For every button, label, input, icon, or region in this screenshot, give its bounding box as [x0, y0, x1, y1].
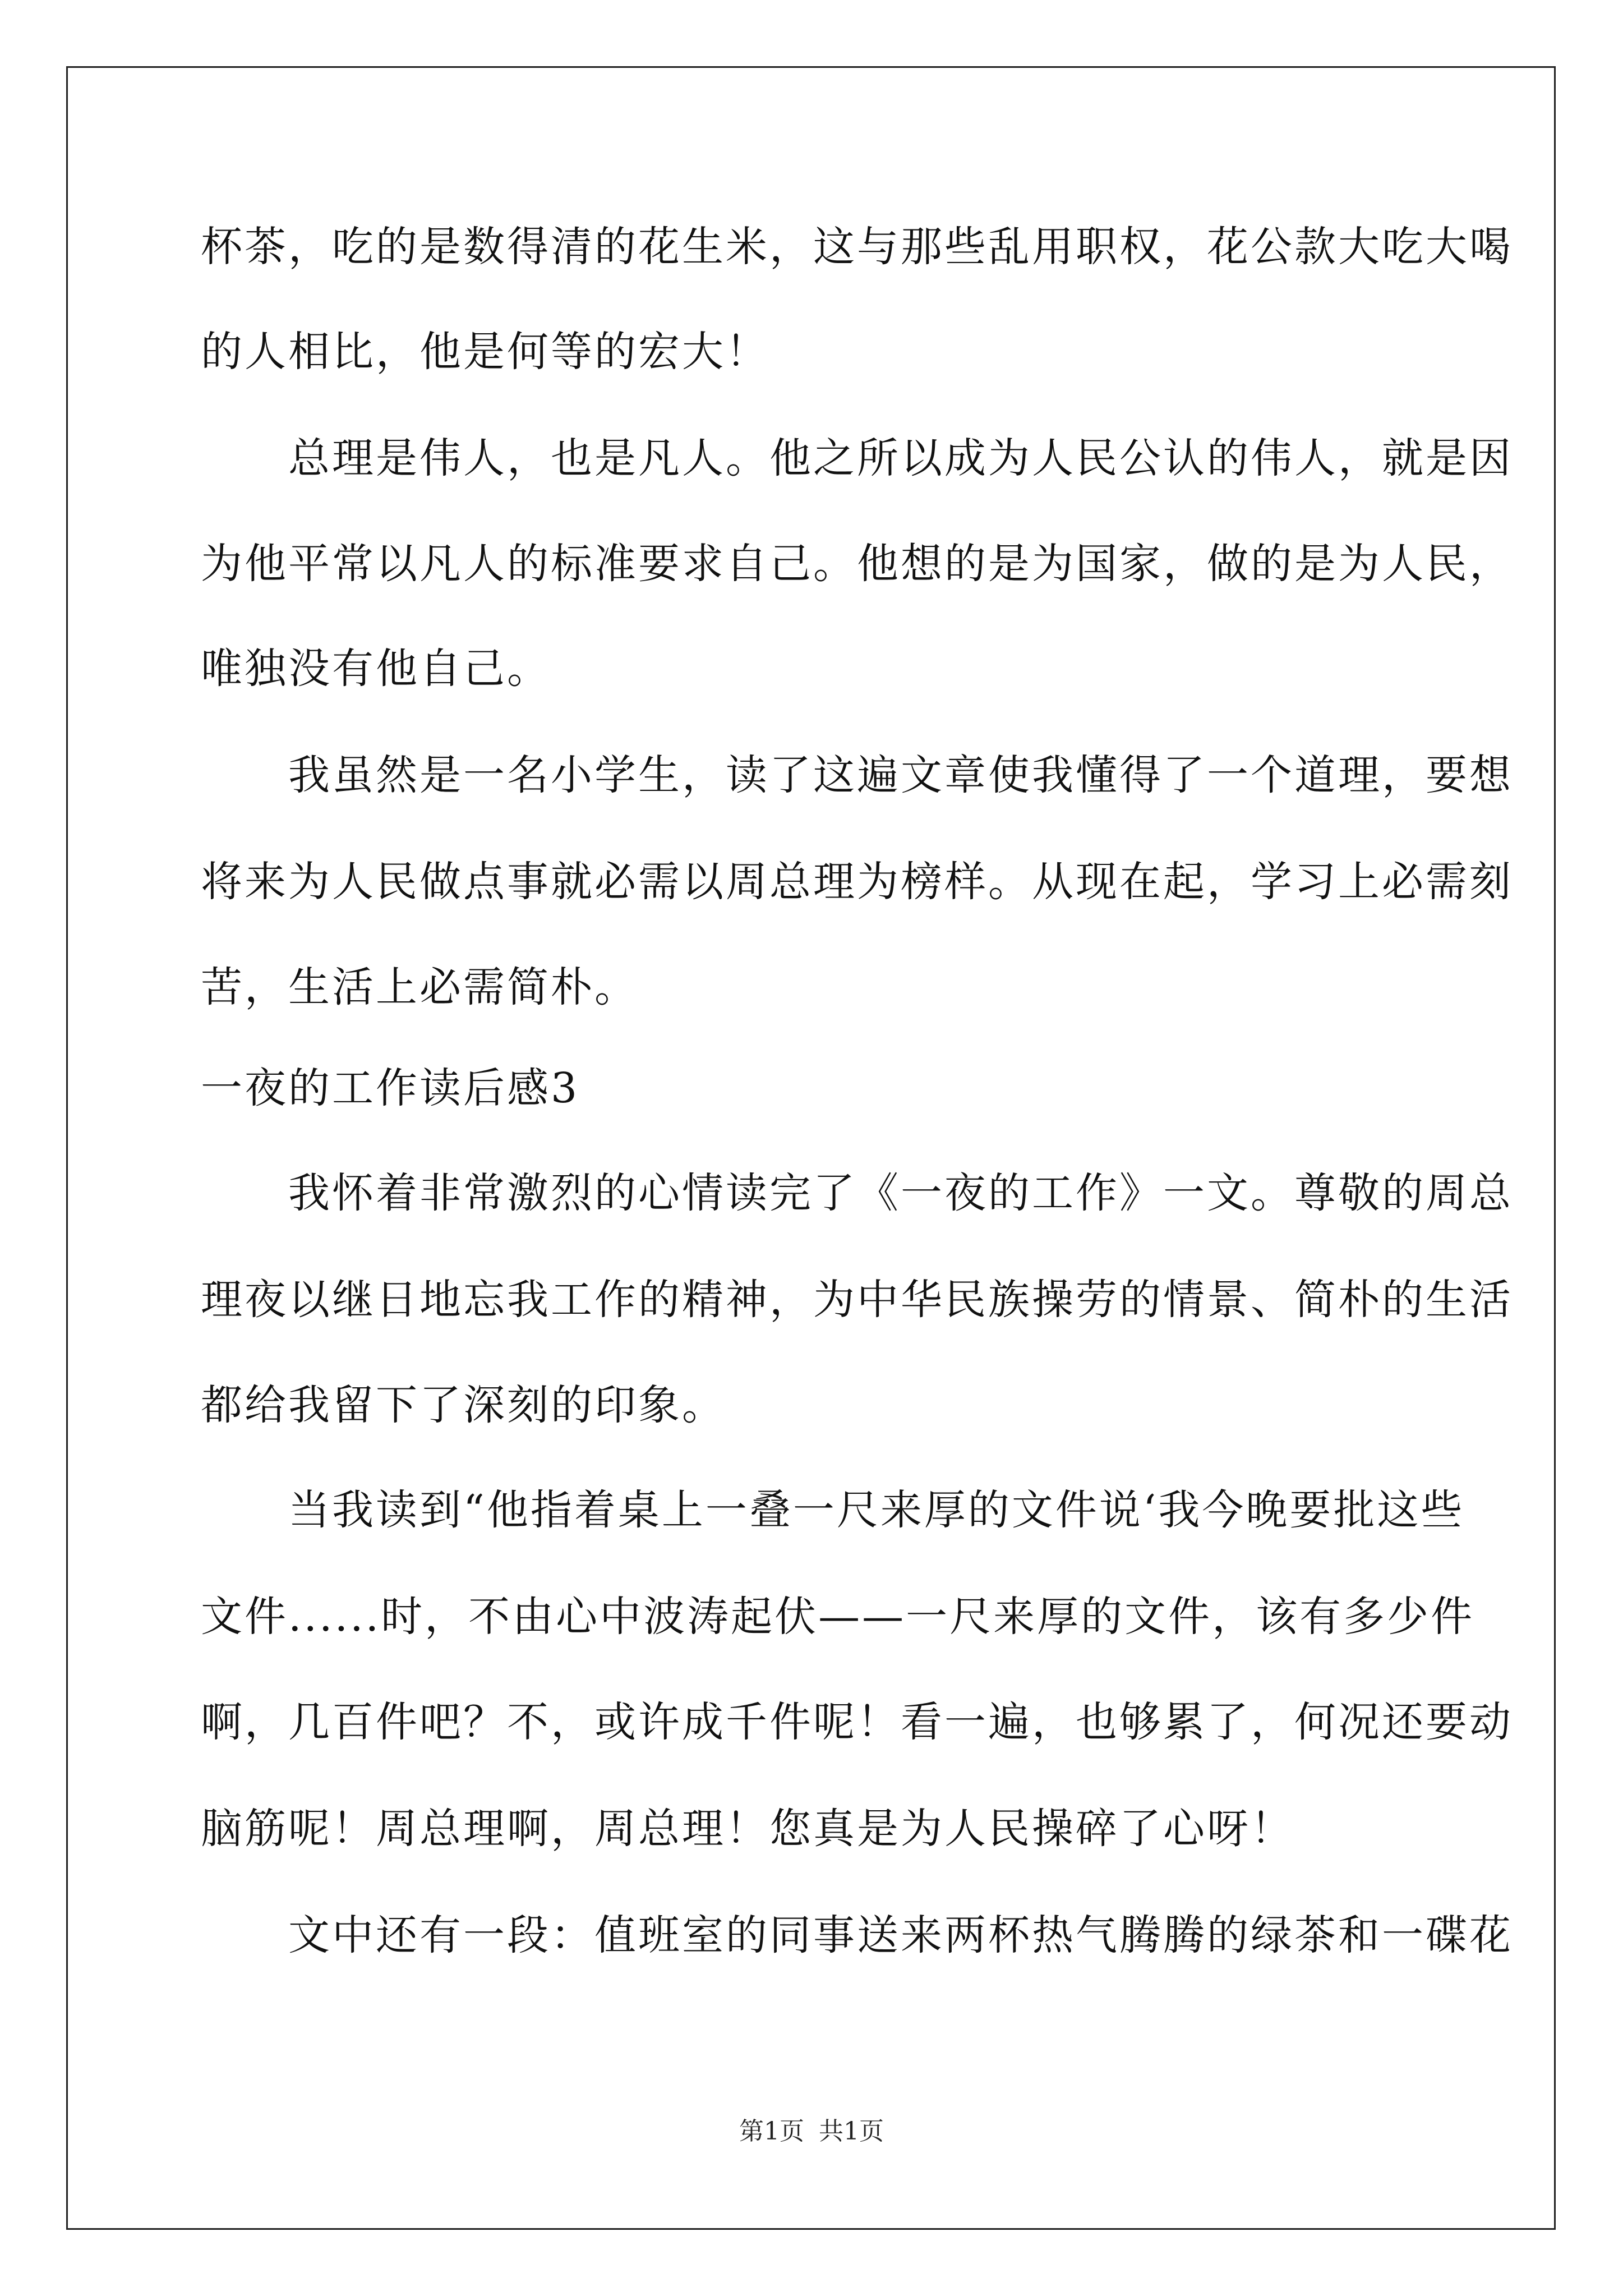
section-heading: 一夜的工作读后感3	[201, 1064, 580, 1112]
text-line: 的人相比，他是何等的宏大！	[201, 328, 769, 376]
text-line: 将来为人民做点事就必需以周总理为榜样。从现在起，学习上必需刻	[201, 858, 1513, 906]
page-number: 第1页	[739, 2117, 804, 2146]
text-line: 苦，生活上必需简朴。	[201, 963, 638, 1011]
text-line: 理夜以继日地忘我工作的精神，为中华民族操劳的情景、简朴的生活	[201, 1276, 1513, 1324]
text-line: 为他平常以凡人的标准要求自己。他想的是为国家，做的是为人民，	[201, 540, 1513, 588]
text-line: 文中还有一段：值班室的同事送来两杯热气腾腾的绿茶和一碟花	[201, 1911, 1513, 1959]
text-line: 我怀着非常激烈的心情读完了《一夜的工作》一文。尊敬的周总	[201, 1169, 1513, 1217]
text-line: 脑筋呢！周总理啊，周总理！您真是为人民操碎了心呀！	[201, 1805, 1294, 1853]
text-line: 当我读到“他指着桌上一叠一尺来厚的文件说‘我今晚要批这些	[201, 1486, 1465, 1534]
text-line: 都给我留下了深刻的印象。	[201, 1381, 726, 1429]
text-line: 总理是伟人，也是凡人。他之所以成为人民公认的伟人，就是因	[201, 434, 1513, 482]
text-line: 杯茶，吃的是数得清的花生米，这与那些乱用职权，花公款大吃大喝	[201, 223, 1513, 271]
text-line: 啊，几百件吧？不，或许成千件呢！看一遍，也够累了，何况还要动	[201, 1698, 1513, 1746]
page-border	[66, 66, 1556, 2230]
text-line: 我虽然是一名小学生，读了这遍文章使我懂得了一个道理，要想	[201, 751, 1513, 799]
page-footer	[0, 2115, 1623, 2148]
text-line: 文件......时，不由心中波涛起伏——一尺来厚的文件，该有多少件	[201, 1593, 1475, 1641]
text-line: 唯独没有他自己。	[201, 645, 551, 693]
page-total: 共1页	[819, 2117, 884, 2146]
